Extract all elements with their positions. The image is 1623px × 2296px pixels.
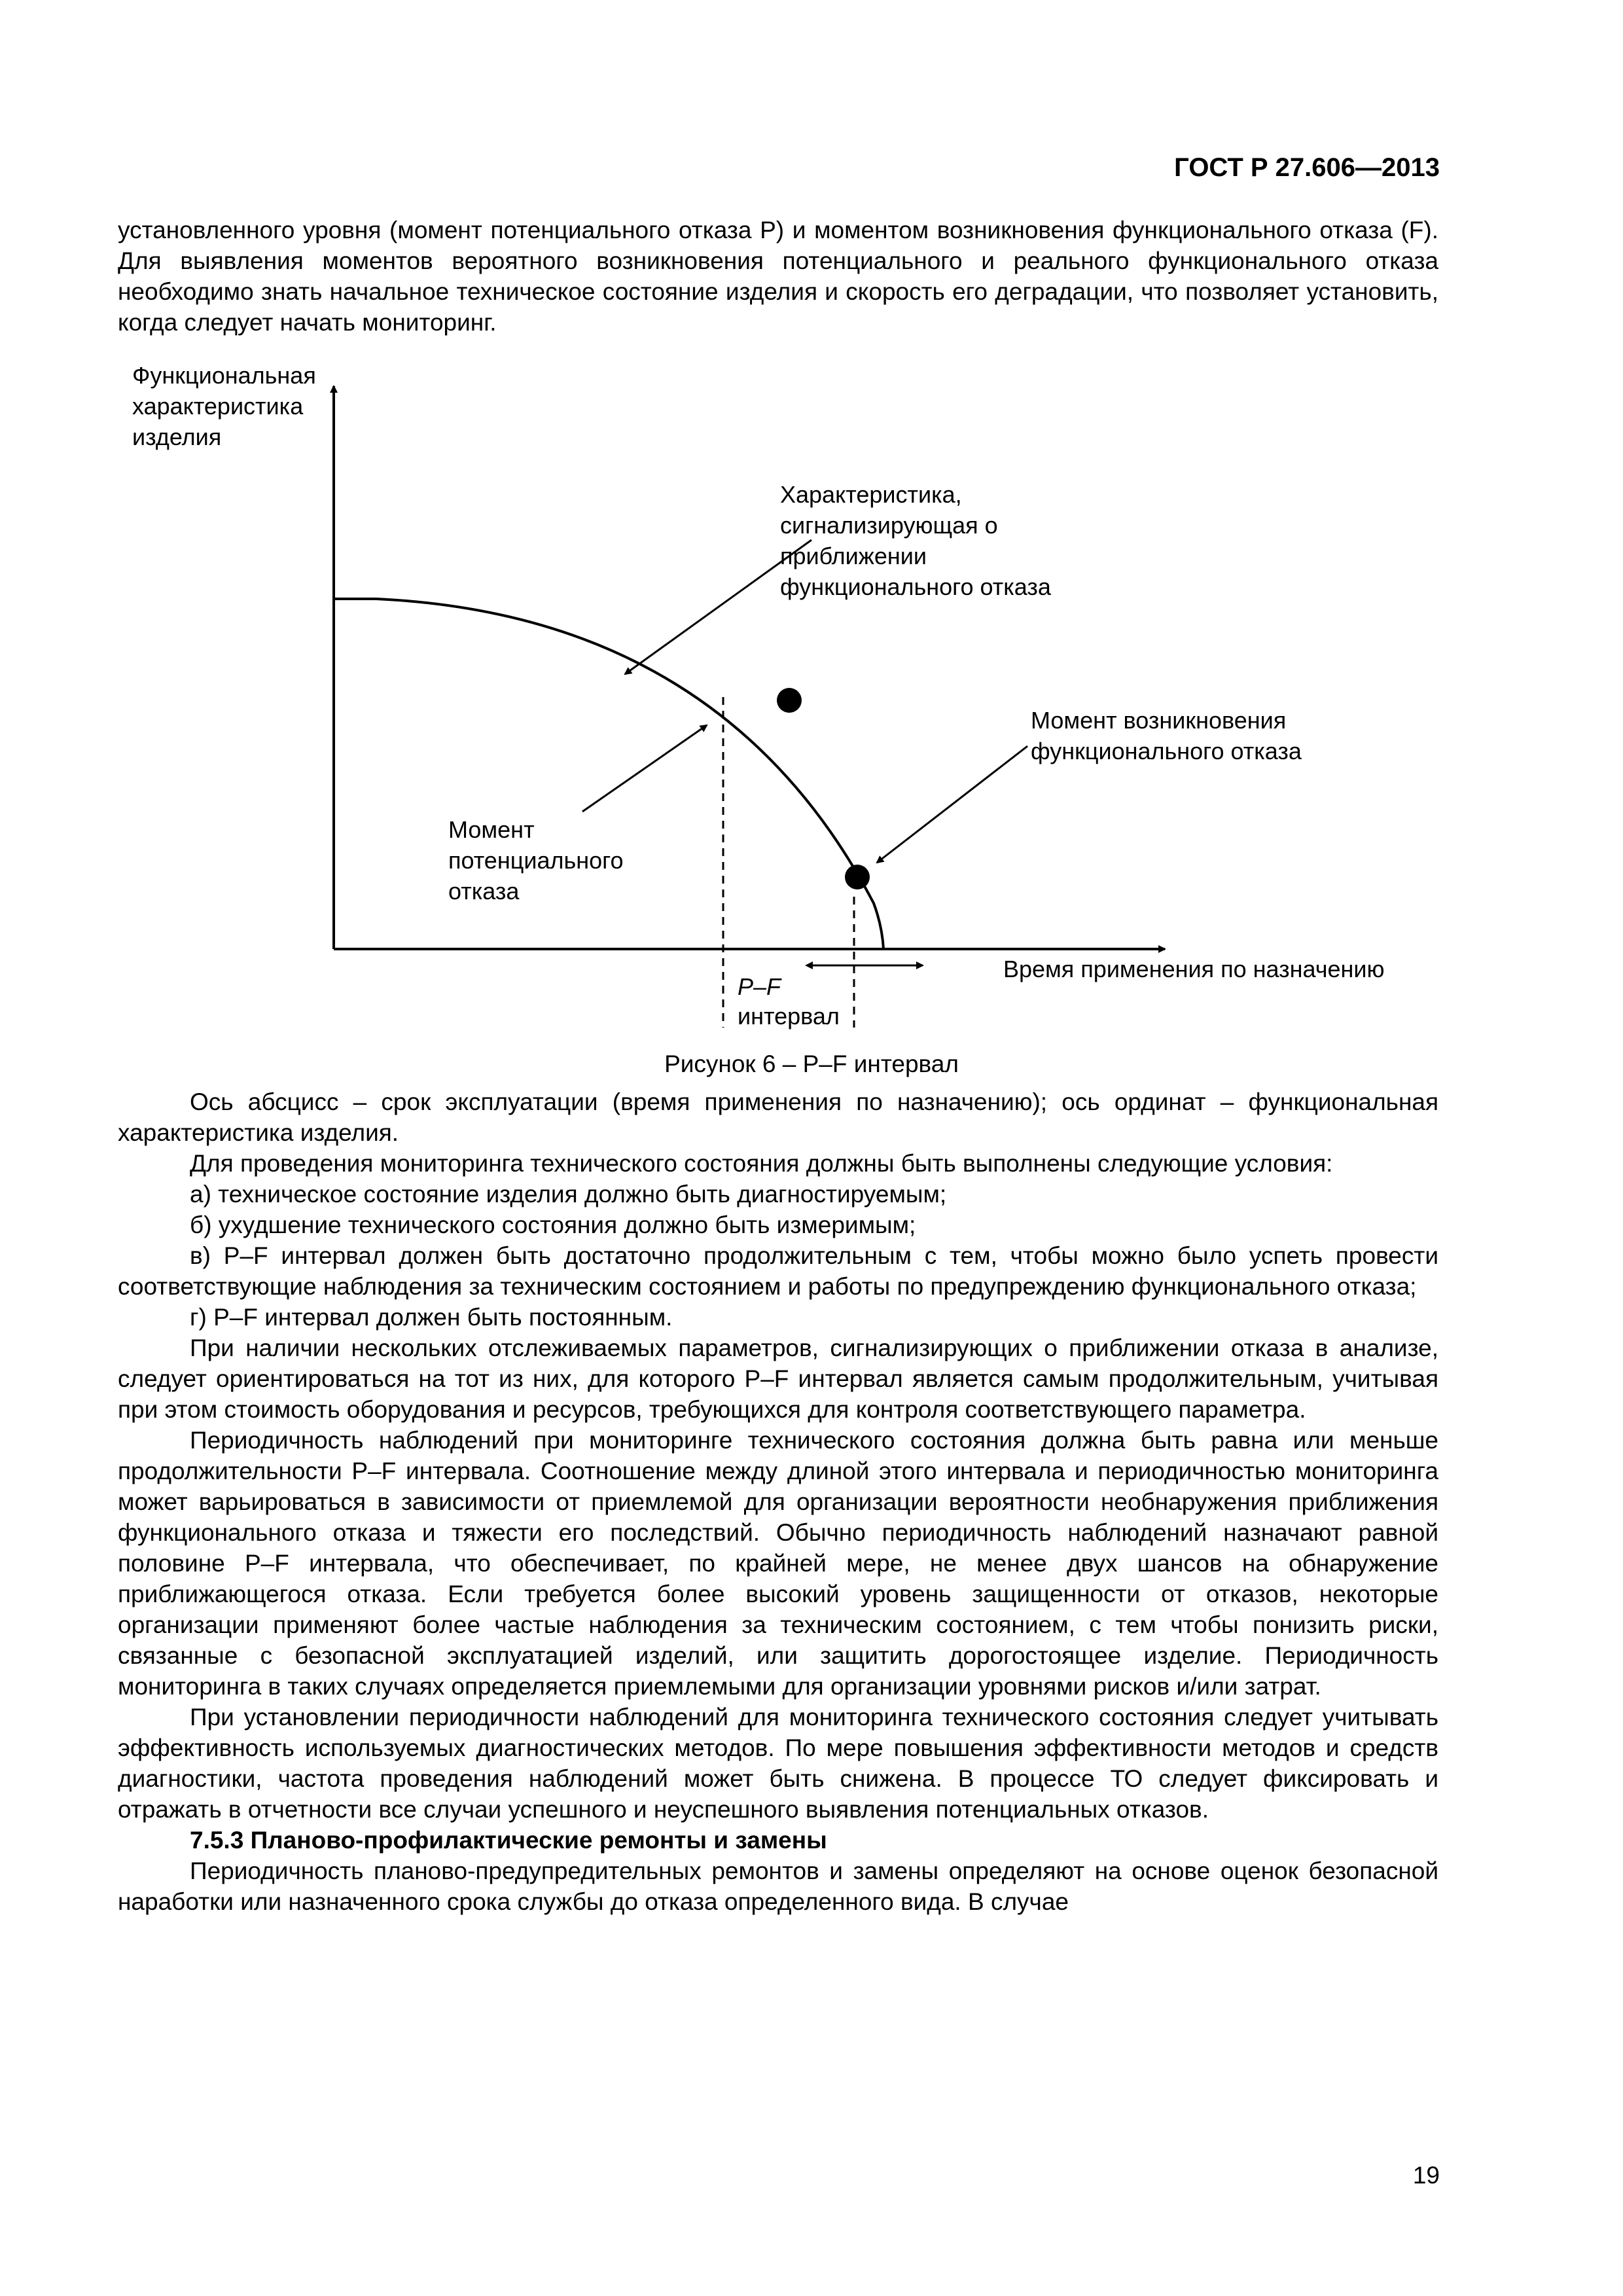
x-axis-label: Время применения по назначению xyxy=(1003,956,1385,982)
curve-annotation-line4: функционального отказа xyxy=(780,573,1051,600)
body-text xyxy=(118,1086,1438,1917)
intro-text: установленного уровня (момент потенциального отказа P) и моментом возникновения функционального отказа (F). Для выявления моментов вероятного возникновения потенциального и реального функционального отказа необходимо знать начальное техническое состояние изделия и скорость его деградации, что позволяет установить, когда следует начать мониторинг. xyxy=(118,217,1438,336)
potential-annotation-line2: потенциального xyxy=(448,847,624,874)
potential-annotation-arrow xyxy=(582,725,707,812)
interval-label-line1: P–F xyxy=(738,973,781,1000)
curve-annotation-line3: приближении xyxy=(780,543,927,569)
potential-failure-point xyxy=(777,688,802,713)
page-number: 19 xyxy=(1412,2162,1440,2189)
potential-annotation-line3: отказа xyxy=(448,878,520,905)
curve-annotation-line2: сигнализирующая о xyxy=(780,512,998,539)
section-heading: 7.5.3 Планово-профилактические ремонты и замены xyxy=(190,1827,827,1854)
condition-d: г) P–F интервал должен быть постоянным. xyxy=(190,1304,673,1331)
condition-a: а) техническое состояние изделия должно быть диагностируемым; xyxy=(190,1181,947,1208)
intro-paragraph xyxy=(118,215,1438,338)
condition-b: б) ухудшение технического состояния должно быть измеримым; xyxy=(190,1211,916,1238)
figure-caption: Рисунок 6 – P–F интервал xyxy=(664,1050,959,1077)
para-planned: Периодичность планово-предупредительных ремонтов и замены определяют на основе оценок безопасной наработки или назначенного срока службы до отказа определенного вида. В случае xyxy=(118,1857,1438,1915)
conditions-intro: Для проведения мониторинга технического состояния должны быть выполнены следующие условия: xyxy=(190,1150,1333,1177)
y-axis-label-line3: изделия xyxy=(132,423,222,450)
pf-interval-figure xyxy=(118,353,1459,1047)
failure-annotation-line1: Момент возникновения xyxy=(1031,707,1287,734)
degradation-curve xyxy=(334,599,883,949)
y-axis-label-line2: характеристика xyxy=(132,393,304,420)
y-axis-label-line1: Функциональная xyxy=(132,362,316,389)
para-periodicity: Периодичность наблюдений при мониторинге технического состояния должна быть равна или меньше продолжительности P–F интервала. Соотношение между длиной этого интервала и периодичностью мониторинга может варьироваться в зависимости от приемлемой для организации вероятности необнаружения приближения функционального отказа и тяжести его последствий. Обычно периодичность наблюдений назначают равной половине P–F интервала, что обеспечивает, по крайней мере, не менее двух шансов на обнаружение приближающегося отказа. Если требуется более высокий уровень защищенности от отказов, некоторые организации применяют более частые наблюдения за техническим состоянием, с тем чтобы понизить риски, связанные с безопасной эксплуатацией изделий, или защитить дорогостоящее изделие. Периодичность мониторинга в таких случаях определяется приемлемыми для организации уровнями рисков и/или затрат. xyxy=(118,1427,1438,1700)
functional-failure-point xyxy=(845,865,870,889)
axes-note: Ось абсцисс – срок эксплуатации (время применения по назначению); ось ординат – функциональная характеристика изделия. xyxy=(118,1088,1438,1146)
potential-annotation-line1: Момент xyxy=(448,816,535,843)
interval-label-line2: интервал xyxy=(738,1003,840,1030)
condition-c: в) P–F интервал должен быть достаточно продолжительным с тем, чтобы можно было успеть провести соответствующие наблюдения за техническим состоянием и работы по предупреждению функционального отказа; xyxy=(118,1242,1438,1300)
standard-id-header: ГОСТ Р 27.606—2013 xyxy=(1174,153,1440,182)
failure-annotation-arrow xyxy=(877,746,1027,863)
curve-annotation-line1: Характеристика, xyxy=(780,481,962,508)
para-parameters: При наличии нескольких отслеживаемых параметров, сигнализирующих о приближении отказа в анализе, следует ориентироваться на тот из них, для которого P–F интервал является самым продолжительным, учитывая при этом стоимость оборудования и ресурсов, требующихся для контроля соответствующего параметра. xyxy=(118,1335,1438,1423)
para-efficiency: При установлении периодичности наблюдений для мониторинга технического состояния следует учитывать эффективность используемых диагностических методов. По мере повышения эффективности методов и средств диагностики, частота проведения наблюдений может быть снижена. В процессе ТО следует фиксировать и отражать в отчетности все случаи успешного и неуспешного выявления потенциальных отказов. xyxy=(118,1704,1438,1823)
failure-annotation-line2: функционального отказа xyxy=(1031,738,1302,764)
